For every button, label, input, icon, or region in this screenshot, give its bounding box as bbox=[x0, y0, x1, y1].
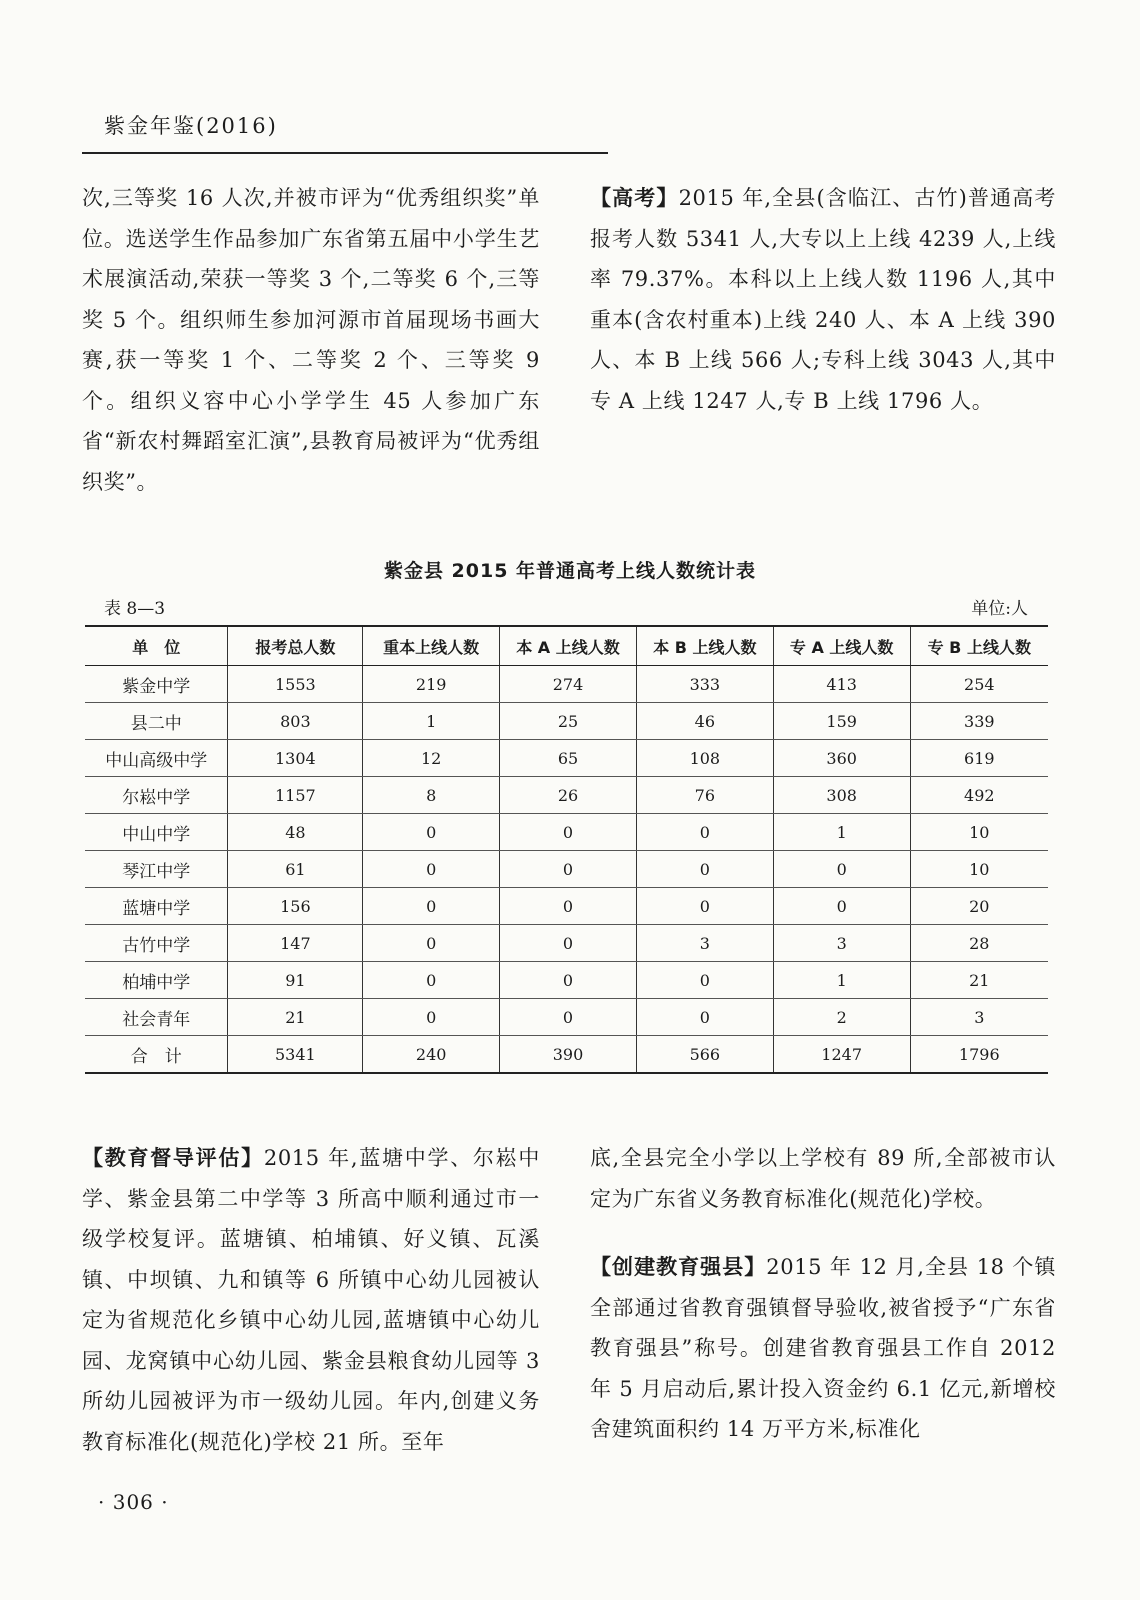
table-row bbox=[85, 888, 1048, 925]
table-row bbox=[85, 1036, 1048, 1074]
table-cell: 1157 bbox=[228, 777, 363, 814]
column-top-right bbox=[590, 178, 1056, 421]
row-unit-cell: 紫金中学 bbox=[85, 666, 228, 703]
table-cell: 274 bbox=[500, 666, 637, 703]
table-cell: 147 bbox=[228, 925, 363, 962]
table-cell: 803 bbox=[228, 703, 363, 740]
table-row bbox=[85, 962, 1048, 999]
table-cell: 0 bbox=[500, 888, 637, 925]
table-title: 紫金县 2015 年普通高考上线人数统计表 bbox=[383, 560, 757, 582]
table-cell: 1 bbox=[773, 814, 910, 851]
column-header: 专 A 上线人数 bbox=[773, 626, 910, 666]
table-cell: 0 bbox=[773, 851, 910, 888]
table-cell: 339 bbox=[910, 703, 1048, 740]
table-cell: 0 bbox=[500, 999, 637, 1036]
table-cell: 0 bbox=[636, 999, 773, 1036]
table-row bbox=[85, 740, 1048, 777]
section-title-gaokao: 【高考】 bbox=[590, 185, 679, 210]
table-cell: 254 bbox=[910, 666, 1048, 703]
table-cell: 492 bbox=[910, 777, 1048, 814]
column-bottom-right bbox=[590, 1138, 1056, 1450]
table-row bbox=[85, 999, 1048, 1036]
column-header: 本 B 上线人数 bbox=[636, 626, 773, 666]
column-header: 重本上线人数 bbox=[363, 626, 500, 666]
table-cell: 566 bbox=[636, 1036, 773, 1074]
continuation-paragraph: 底,全县完全小学以上学校有 89 所,全部被市认定为广东省义务教育标准化(规范化)学校。 bbox=[590, 1146, 1056, 1211]
row-unit-cell: 社会青年 bbox=[85, 999, 228, 1036]
gaokao-statistics-table bbox=[85, 625, 1048, 1074]
table-cell: 48 bbox=[228, 814, 363, 851]
supervision-paragraph bbox=[82, 1138, 540, 1462]
table-cell: 3 bbox=[773, 925, 910, 962]
table-cell: 390 bbox=[500, 1036, 637, 1074]
table-cell: 10 bbox=[910, 814, 1048, 851]
table-cell: 0 bbox=[773, 888, 910, 925]
table-cell: 0 bbox=[363, 814, 500, 851]
table-number: 表 8—3 bbox=[104, 599, 166, 619]
table-row bbox=[85, 814, 1048, 851]
table-cell: 21 bbox=[910, 962, 1048, 999]
row-unit-cell: 蓝塘中学 bbox=[85, 888, 228, 925]
table-cell: 0 bbox=[500, 851, 637, 888]
table-cell: 10 bbox=[910, 851, 1048, 888]
table-cell: 0 bbox=[363, 999, 500, 1036]
table-cell: 91 bbox=[228, 962, 363, 999]
table-header-row bbox=[85, 626, 1048, 666]
table-cell: 28 bbox=[910, 925, 1048, 962]
table-cell: 61 bbox=[228, 851, 363, 888]
table-row bbox=[85, 777, 1048, 814]
table-cell: 8 bbox=[363, 777, 500, 814]
table-cell: 0 bbox=[363, 888, 500, 925]
column-header: 专 B 上线人数 bbox=[910, 626, 1048, 666]
art-activities-paragraph: 次,三等奖 16 人次,并被市评为“优秀组织奖”单位。选送学生作品参加广东省第五届中小学生艺术展演活动,荣获一等奖 3 个,二等奖 6 个,三等奖 5 个。组织师生参加河源市首届现场书画大赛,获一等奖 1 个、二等奖 2 个、三等奖 9 个。组织义容中心小学学生 45 人参加广东省“新农村舞蹈室汇演”,县教育局被评为“优秀组织奖”。 bbox=[82, 186, 540, 494]
table-cell: 21 bbox=[228, 999, 363, 1036]
table-cell: 5341 bbox=[228, 1036, 363, 1074]
row-unit-cell: 合 计 bbox=[85, 1036, 228, 1074]
table-cell: 0 bbox=[363, 851, 500, 888]
table-cell: 2 bbox=[773, 999, 910, 1036]
table-cell: 46 bbox=[636, 703, 773, 740]
table-cell: 1304 bbox=[228, 740, 363, 777]
column-bottom-left bbox=[82, 1138, 540, 1462]
table-cell: 3 bbox=[910, 999, 1048, 1036]
table-cell: 25 bbox=[500, 703, 637, 740]
supervision-text: 2015 年,蓝塘中学、尔崧中学、紫金县第二中学等 3 所高中顺利通过市一级学校复评。蓝塘镇、柏埔镇、好义镇、瓦溪镇、中坝镇、九和镇等 6 所镇中心幼儿园被认定为省规范化乡镇中心幼儿园,蓝塘镇中心幼儿园、龙窝镇中心幼儿园、紫金县粮食幼儿园等 3 所幼儿园被评为市一级幼儿园。年内,创建义务教育标准化(规范化)学校 21 所。至年 bbox=[82, 1146, 540, 1454]
table-cell: 1 bbox=[363, 703, 500, 740]
table-cell: 219 bbox=[363, 666, 500, 703]
row-unit-cell: 县二中 bbox=[85, 703, 228, 740]
table-cell: 1553 bbox=[228, 666, 363, 703]
strong-county-text: 2015 年 12 月,全县 18 个镇全部通过省教育强镇督导验收,被省授予“广东省教育强县”称号。创建省教育强县工作自 2012 年 5 月启动后,累计投入资金约 6.1 亿元,新增校舍建筑面积约 14 万平方米,标准化 bbox=[590, 1255, 1056, 1441]
table-cell: 0 bbox=[363, 925, 500, 962]
table-cell: 0 bbox=[500, 925, 637, 962]
table-cell: 159 bbox=[773, 703, 910, 740]
table-cell: 0 bbox=[636, 814, 773, 851]
table-cell: 360 bbox=[773, 740, 910, 777]
row-unit-cell: 中山高级中学 bbox=[85, 740, 228, 777]
table-cell: 108 bbox=[636, 740, 773, 777]
table-cell: 0 bbox=[636, 851, 773, 888]
running-title: 紫金年鉴(2016) bbox=[104, 114, 278, 138]
table-cell: 619 bbox=[910, 740, 1048, 777]
row-unit-cell: 尔崧中学 bbox=[85, 777, 228, 814]
table-cell: 308 bbox=[773, 777, 910, 814]
column-top-left bbox=[82, 178, 540, 502]
row-unit-cell: 古竹中学 bbox=[85, 925, 228, 962]
table-cell: 65 bbox=[500, 740, 637, 777]
table-cell: 156 bbox=[228, 888, 363, 925]
table-cell: 76 bbox=[636, 777, 773, 814]
table-cell: 3 bbox=[636, 925, 773, 962]
section-title-supervision: 【教育督导评估】 bbox=[82, 1145, 264, 1170]
column-header: 报考总人数 bbox=[228, 626, 363, 666]
page-number: · 306 · bbox=[98, 1490, 169, 1514]
column-header: 单 位 bbox=[85, 626, 228, 666]
table-cell: 0 bbox=[500, 814, 637, 851]
table-cell: 0 bbox=[636, 962, 773, 999]
table-cell: 26 bbox=[500, 777, 637, 814]
row-unit-cell: 琴江中学 bbox=[85, 851, 228, 888]
gaokao-text: 2015 年,全县(含临江、古竹)普通高考报考人数 5341 人,大专以上上线 4239 人,上线率 79.37%。本科以上上线人数 1196 人,其中重本(含农村重本)上线 240 人、本 A 上线 390 人、本 B 上线 566 人;专科上线 3043 人,其中专 A 上线 1247 人,专 B 上线 1796 人。 bbox=[590, 186, 1056, 413]
row-unit-cell: 中山中学 bbox=[85, 814, 228, 851]
section-title-strong-county: 【创建教育强县】 bbox=[590, 1254, 767, 1279]
table-cell: 1 bbox=[773, 962, 910, 999]
table-cell: 1796 bbox=[910, 1036, 1048, 1074]
table-row bbox=[85, 666, 1048, 703]
table-cell: 1247 bbox=[773, 1036, 910, 1074]
table-cell: 413 bbox=[773, 666, 910, 703]
table-cell: 20 bbox=[910, 888, 1048, 925]
header-rule bbox=[82, 152, 608, 154]
table-cell: 333 bbox=[636, 666, 773, 703]
table-cell: 12 bbox=[363, 740, 500, 777]
table-cell: 240 bbox=[363, 1036, 500, 1074]
column-header: 本 A 上线人数 bbox=[500, 626, 637, 666]
table-unit: 单位:人 bbox=[971, 599, 1028, 619]
table-cell: 0 bbox=[636, 888, 773, 925]
table-row bbox=[85, 851, 1048, 888]
strong-county-paragraph bbox=[590, 1247, 1056, 1450]
gaokao-paragraph bbox=[590, 178, 1056, 421]
table-row bbox=[85, 703, 1048, 740]
row-unit-cell: 柏埔中学 bbox=[85, 962, 228, 999]
table-cell: 0 bbox=[500, 962, 637, 999]
table-cell: 0 bbox=[363, 962, 500, 999]
table-row bbox=[85, 925, 1048, 962]
